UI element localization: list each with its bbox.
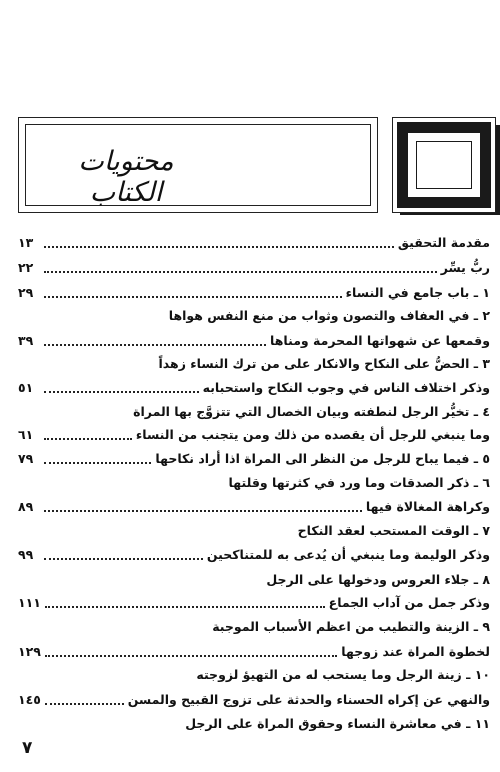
toc-entry xyxy=(18,686,490,708)
toc-entry-title: ٥ ـ فيما يباح للرجل من النظر الى المراة اذا أراد نكاحها xyxy=(155,451,490,466)
toc-entry-title: وكراهة المغالاة فيها xyxy=(365,499,490,514)
toc-leader-dots xyxy=(45,654,337,657)
toc-entry xyxy=(18,469,490,491)
toc-entry-title: وقمعها عن شهواتها المحرمة ومناها xyxy=(270,333,490,348)
toc-leader-dots xyxy=(44,557,203,560)
toc-entry xyxy=(18,710,490,732)
toc-entry xyxy=(18,589,490,611)
toc-entry-page: ٣٩ xyxy=(18,333,34,348)
toc-entry xyxy=(18,566,490,588)
toc-entry xyxy=(18,254,490,276)
toc-leader-dots xyxy=(44,245,394,248)
toc-entry xyxy=(18,302,490,324)
toc-entry xyxy=(18,350,490,372)
toc-entry xyxy=(18,374,490,396)
toc-leader-dots xyxy=(44,461,151,464)
toc-entry-title: مقدمة التحقيق xyxy=(397,235,490,250)
toc-entry xyxy=(18,517,490,539)
toc-entry-title: لخطوة المراة عند زوجها xyxy=(341,644,490,659)
toc-leader-dots xyxy=(44,343,266,346)
toc-entry-title: وذكر جمل من آداب الجماع xyxy=(328,595,490,610)
toc-leader-dots xyxy=(44,390,199,393)
toc-entry-page: ١٣ xyxy=(18,235,34,250)
toc-entry-title: ٤ ـ تخيُّر الرجل لنطفته وبيان الخصال التي تتزوَّج بها المراة xyxy=(133,404,490,419)
toc-leader-dots xyxy=(45,702,124,705)
toc-entry-page: ٢٩ xyxy=(18,285,34,300)
toc-entry xyxy=(18,445,490,467)
page-number: ٧ xyxy=(22,738,33,758)
toc-entry-title: ٨ ـ جلاء العروس ودخولها على الرجل xyxy=(266,572,490,587)
toc-entry-title: ٩ ـ الزينة والتطيب من اعظم الأسباب الموجبة xyxy=(212,619,490,634)
toc-entry xyxy=(18,229,490,251)
toc-entry-page: ٨٩ xyxy=(18,499,34,514)
toc-entry xyxy=(18,613,490,635)
toc-entry xyxy=(18,398,490,420)
ornament-square-inner xyxy=(416,141,472,189)
toc-leader-dots xyxy=(44,270,437,273)
toc-entry xyxy=(18,661,490,683)
toc-leader-dots xyxy=(44,295,342,298)
toc-entry xyxy=(18,279,490,301)
toc-entry-title: ١١ ـ في معاشرة النساء وحقوق المراة على الرجل xyxy=(185,716,490,731)
toc-entry-page: ١٤٥ xyxy=(18,692,41,707)
toc-entry-title: ٣ ـ الحضُّ على النكاح والانكار على من ترك النساء زهداً xyxy=(158,356,490,371)
toc-entry-title: وما ينبغي للرجل أن يقصده من ذلك ومن يتجنب من النساء xyxy=(135,427,490,442)
toc-entry-page: ٢٢ xyxy=(18,260,34,275)
toc-leader-dots xyxy=(44,437,132,440)
toc-entry-title: ربُّ يسِّر xyxy=(440,260,490,275)
toc-entry-page: ٧٩ xyxy=(18,451,34,466)
toc-entry-title: وذكر اختلاف الناس في وجوب النكاح واستحبابه xyxy=(202,380,490,395)
toc-entry-title: والنهي عن إكراه الحسناء والحدثة على تزوج القبيح والمسن xyxy=(127,692,490,707)
toc-entry xyxy=(18,327,490,349)
toc-entry-page: ١١١ xyxy=(18,595,41,610)
toc-entry-page: ٦١ xyxy=(18,427,34,442)
toc-entry-title: ١٠ ـ زينة الرجل وما يستحب له من التهيؤ لزوجته xyxy=(196,667,490,682)
toc-entry xyxy=(18,421,490,443)
toc-entry-title: ١ ـ باب جامع في النساء xyxy=(345,285,490,300)
toc-leader-dots xyxy=(45,605,325,608)
toc-entry-page: ٥١ xyxy=(18,380,34,395)
header-title: محتويات الكتاب xyxy=(78,146,174,208)
toc-entry-title: ٢ ـ في العفاف والتصون وثواب من منع النفس هواها xyxy=(168,308,490,323)
toc-entry-title: ٦ ـ ذكر الصدقات وما ورد في كثرتها وقلتها xyxy=(228,475,490,490)
toc-entry xyxy=(18,638,490,660)
toc-entry xyxy=(18,493,490,515)
toc-entry-page: ١٢٩ xyxy=(18,644,41,659)
header-frame xyxy=(18,117,378,213)
toc-entry-page: ٩٩ xyxy=(18,547,34,562)
toc-entry xyxy=(18,541,490,563)
ornament-square xyxy=(392,117,496,213)
toc-entry-title: ٧ ـ الوقت المستحب لعقد النكاح xyxy=(297,523,490,538)
ornament-square-band xyxy=(397,122,491,208)
toc-leader-dots xyxy=(44,509,362,512)
toc-entry-title: وذكر الوليمة وما ينبغي أن يُدعى به للمتناكحين xyxy=(206,547,490,562)
